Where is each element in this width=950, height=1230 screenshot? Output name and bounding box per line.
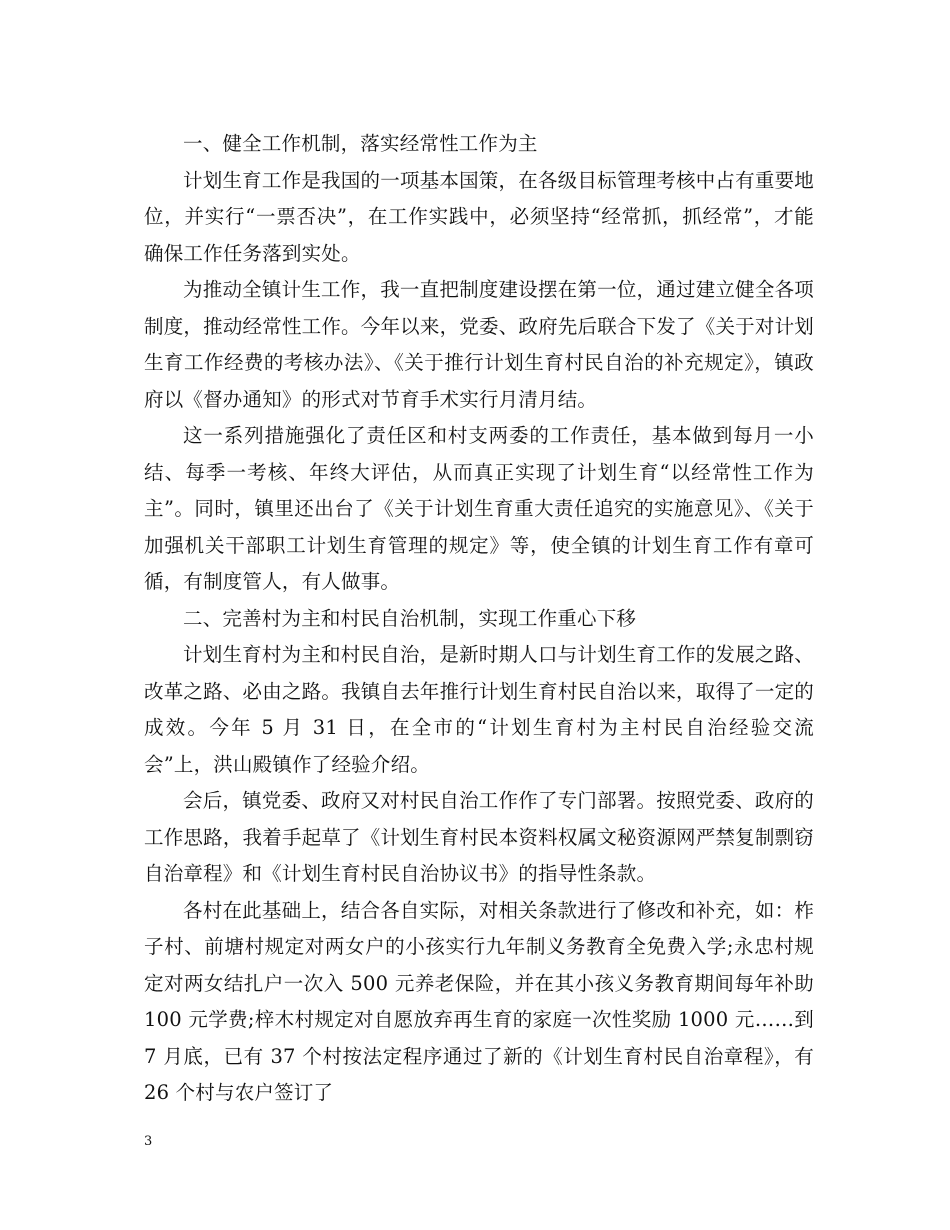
body-paragraph: 各村在此基础上，结合各自实际，对相关条款进行了修改和补充，如：柞子村、前塘村规定对两女户的小孩实行九年制义务教育全免费入学;永忠村规定对两女结扎户一次入 500 元养老保险，并在其小孩义务教育期间每年补助 100 元学费;梓木村规定对自愿放弃再生育的家庭一次性奖励 1000 元……到 7 月底，已有 37 个村按法定程序通过了新的《计划生育村民自治章程》，有 26 个村与农户签订了 <box>144 898 814 1104</box>
body-paragraph: 为推动全镇计生工作，我一直把制度建设摆在第一位，通过建立健全各项制度，推动经常性工作。今年以来，党委、政府先后联合下发了《关于对计划生育工作经费的考核办法》、《关于推行计划生育村民自治的补充规定》，镇政府以《督办通知》的形式对节育手术实行月清月结。 <box>144 278 814 411</box>
body-paragraph: 会后，镇党委、政府又对村民自治工作作了专门部署。按照党委、政府的工作思路，我着手起草了《计划生育村民本资料权属文秘资源网严禁复制剽窃自治章程》和《计划生育村民自治协议书》的指导性条款。 <box>144 789 814 885</box>
body-paragraph: 计划生育村为主和村民自治，是新时期人口与计划生育工作的发展之路、改革之路、必由之路。我镇自去年推行计划生育村民自治以来，取得了一定的成效。今年 5 月 31 日，在全市的“计划生育村为主村民自治经验交流会”上，洪山殿镇作了经验介绍。 <box>144 643 814 776</box>
page-number: 3 <box>144 1134 153 1149</box>
section-heading-2: 二、完善村为主和村民自治机制，实现工作重心下移 <box>183 606 637 630</box>
body-paragraph: 计划生育工作是我国的一项基本国策，在各级目标管理考核中占有重要地位，并实行“一票否决”，在工作实践中，必须坚持“经常抓，抓经常”，才能确保工作任务落到实处。 <box>144 168 814 265</box>
section-heading-1: 一、健全工作机制，落实经常性工作为主 <box>183 132 538 155</box>
body-paragraph: 这一系列措施强化了责任区和村支两委的工作责任，基本做到每月一小结、每季一考核、年终大评估，从而真正实现了计划生育“以经常性工作为主”。同时，镇里还出台了《关于计划生育重大责任追究的实施意见》、《关于加强机关干部职工计划生育管理的规定》等，使全镇的计划生育工作有章可循，有制度管人，有人做事。 <box>144 424 814 593</box>
document-body <box>144 126 814 1112</box>
